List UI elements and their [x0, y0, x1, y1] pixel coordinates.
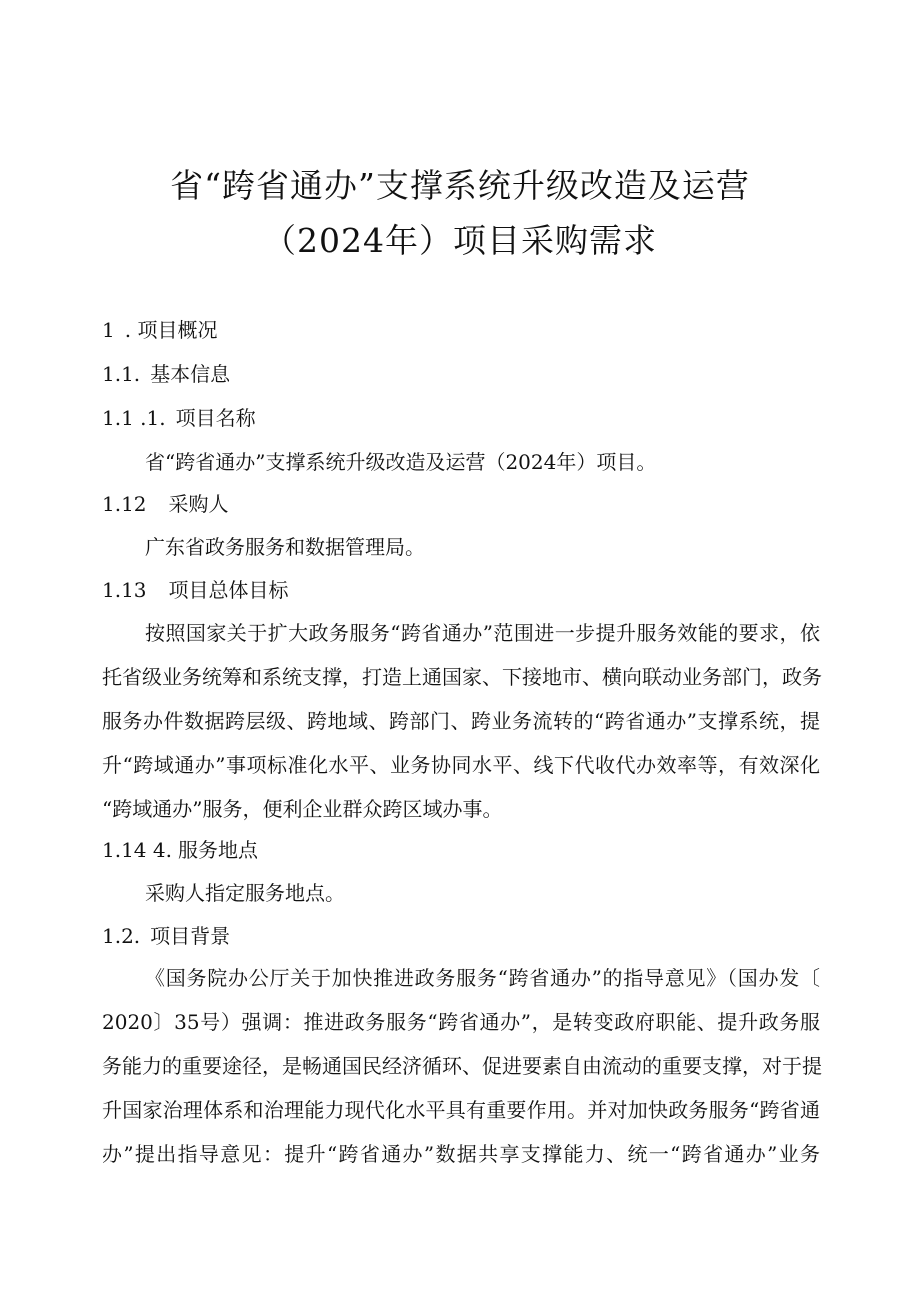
- section-heading-1: [102, 316, 217, 344]
- section-title: 采购人: [168, 492, 229, 516]
- section-heading-1-1-1: [102, 404, 256, 432]
- document-title-line-2: （2024年）项目采购需求: [263, 221, 657, 260]
- section-title: . 项目概况: [124, 318, 218, 342]
- document-title-line-1: 省“跨省通办”支撑系统升级改造及运营: [170, 166, 750, 205]
- project-name-paragraph: 省“跨省通办”支撑系统升级改造及运营（2024年）项目。: [145, 450, 657, 474]
- section-number: 1.12: [102, 492, 147, 516]
- paragraph-line: 服务办件数据跨层级、跨地域、跨部门、跨业务流转的“跨省通办”支撑系统，提: [102, 709, 820, 733]
- paragraph-line: 办”提出指导意见：提升“跨省通办”数据共享支撑能力、统一“跨省通办”业务: [102, 1142, 820, 1166]
- background-paragraph: [102, 964, 820, 1184]
- section-number: 1.13: [102, 578, 147, 602]
- paragraph-line: 2020〕35号）强调：推进政务服务“跨省通办”，是转变政府职能、提升政务服: [102, 1010, 820, 1034]
- section-heading-1-1-2: [102, 490, 229, 518]
- section-heading-1-1-3: [102, 576, 289, 604]
- section-title: 项目背景: [150, 924, 231, 948]
- purchaser-paragraph: 广东省政务服务和数据管理局。: [145, 535, 425, 559]
- service-location-paragraph: 采购人指定服务地点。: [145, 881, 345, 905]
- section-title: 项目总体目标: [168, 578, 289, 602]
- paragraph-line: 按照国家关于扩大政务服务“跨省通办”范围进一步提升服务效能的要求，依: [145, 621, 820, 645]
- section-heading-1-1: [102, 360, 230, 388]
- section-title: 服务地点: [177, 838, 258, 862]
- paragraph-line: 托省级业务统筹和系统支撑，打造上通国家、下接地市、横向联动业务部门，政务: [102, 665, 822, 689]
- section-title: 项目名称: [175, 406, 256, 430]
- paragraph-line: 升“跨域通办”事项标准化水平、业务协同水平、线下代收代办效率等，有效深化: [102, 753, 820, 777]
- section-number: 1.14 4.: [102, 838, 172, 862]
- section-number: 1.2.: [102, 924, 141, 948]
- objective-paragraph: [102, 619, 820, 839]
- section-heading-1-2: [102, 922, 230, 950]
- paragraph-line: 升国家治理体系和治理能力现代化水平具有重要作用。并对加快政务服务“跨省通: [102, 1098, 820, 1122]
- section-title: 基本信息: [150, 362, 231, 386]
- paragraph-line: “跨域通办”服务，便利企业群众跨区域办事。: [102, 797, 503, 821]
- section-number: 1.1 .1.: [102, 406, 166, 430]
- paragraph-line: 《国务院办公厅关于加快推进政务服务“跨省通办”的指导意见》（国办发〔: [145, 966, 820, 990]
- section-heading-1-1-4: [102, 836, 258, 864]
- section-number: 1: [102, 318, 115, 342]
- section-number: 1.1.: [102, 362, 141, 386]
- paragraph-line: 务能力的重要途径，是畅通国民经济循环、促进要素自由流动的重要支撑，对于提: [102, 1054, 822, 1078]
